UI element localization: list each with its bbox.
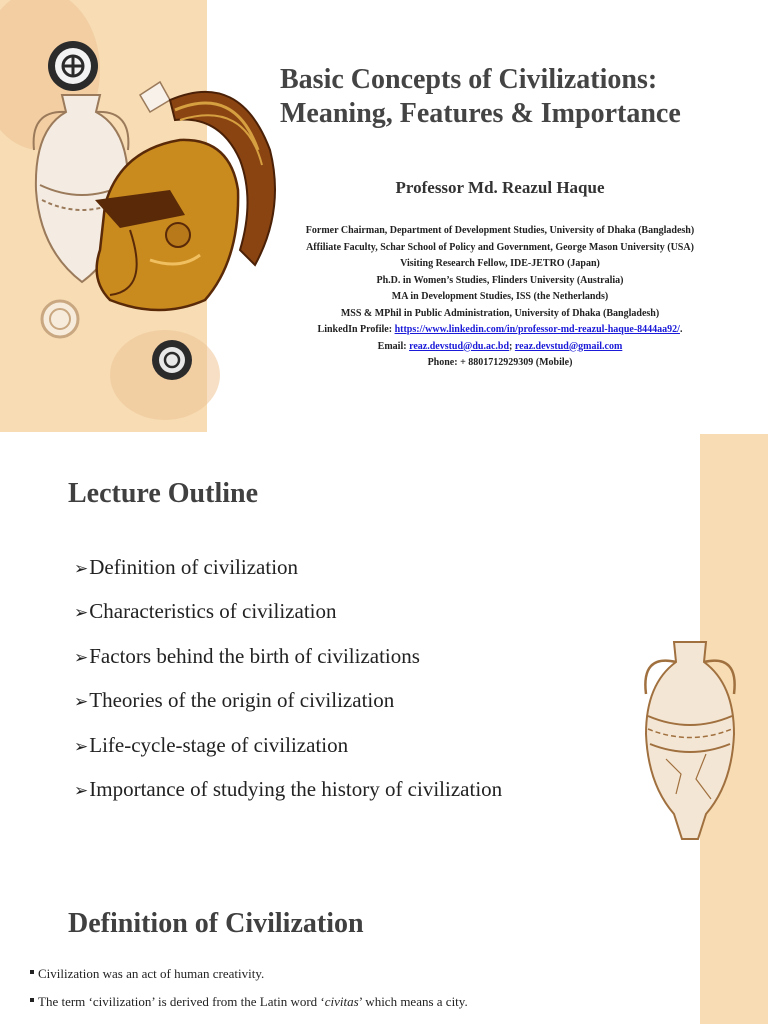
definition-list	[30, 964, 468, 1020]
email-line	[280, 339, 720, 356]
list-item	[74, 730, 502, 774]
arrow-bullet-icon: ➢	[74, 780, 89, 801]
square-bullet-icon	[30, 970, 34, 974]
latin-term: civitas	[324, 994, 359, 1009]
outline-item-text: Importance of studying the history of civilization	[89, 776, 503, 801]
title-slide	[0, 0, 768, 432]
title-line-2: Meaning, Features & Importance	[280, 98, 681, 129]
definition-text: Civilization was an act of human creativity.	[38, 966, 265, 981]
outline-item-text: Characteristics of civilization	[89, 599, 337, 624]
ancient-coin-dark-icon	[152, 340, 192, 380]
linkedin-label: LinkedIn Profile:	[317, 324, 395, 335]
phone-line: Phone: + 8801712929309 (Mobile)	[427, 357, 573, 368]
author-affiliations	[280, 223, 720, 372]
email-link-du[interactable]: reaz.devstud@du.ac.bd	[409, 340, 510, 352]
affiliation-line: Visiting Research Fellow, IDE-JETRO (Japan)	[400, 258, 600, 269]
linkedin-suffix: .	[679, 324, 683, 335]
ancient-artifacts-illustration	[0, 0, 290, 432]
list-item	[74, 685, 502, 729]
outline-heading: Lecture Outline	[68, 478, 259, 509]
outline-item-text: Life-cycle-stage of civilization	[89, 732, 349, 757]
list-item	[30, 992, 468, 1020]
affiliation-line: Ph.D. in Women’s Studies, Flinders University (Australia)	[376, 274, 624, 286]
outline-item-text: Definition of civilization	[89, 555, 299, 579]
affiliation-line: MSS & MPhil in Public Administration, University of Dhaka (Bangladesh)	[340, 307, 660, 319]
list-item	[74, 596, 502, 640]
email-link-gmail[interactable]: reaz.devstud@gmail.com	[514, 340, 623, 352]
list-item	[74, 774, 502, 818]
arrow-bullet-icon: ➢	[74, 647, 89, 668]
outline-item-text: Theories of the origin of civilization	[89, 688, 395, 713]
outline-item-text: Factors behind the birth of civilizations	[89, 643, 420, 668]
corinthian-helmet-icon	[95, 92, 275, 310]
lecture-outline-slide	[0, 434, 768, 1024]
list-item	[74, 552, 502, 596]
linkedin-link[interactable]: https://www.linkedin.com/in/professor-md-reazul-haque-8444aa92/	[394, 324, 680, 335]
arrow-bullet-icon: ➢	[74, 559, 89, 579]
email-label: Email:	[377, 340, 410, 352]
ancient-coin-small-icon	[42, 301, 78, 337]
linkedin-line	[280, 322, 720, 339]
definition-heading: Definition of Civilization	[68, 908, 364, 939]
ancient-coin-icon	[48, 41, 98, 91]
arrow-bullet-icon: ➢	[74, 736, 89, 757]
list-item	[74, 641, 502, 685]
affiliation-line: Former Chairman, Department of Development Studies, University of Dhaka (Bangladesh)	[305, 225, 695, 236]
outline-list	[74, 552, 502, 818]
author-name: Professor Md. Reazul Haque	[395, 178, 605, 197]
title-line-1: Basic Concepts of Civilizations:	[280, 64, 658, 95]
definition-text-pre: The term ‘civilization’ is derived from the Latin word ‘	[38, 994, 325, 1009]
arrow-bullet-icon: ➢	[74, 692, 89, 713]
definition-text-post: ’ which means a city.	[358, 994, 468, 1009]
email-separator: ;	[509, 340, 515, 352]
affiliation-line: MA in Development Studies, ISS (the Netherlands)	[391, 291, 609, 302]
square-bullet-icon	[30, 998, 34, 1002]
arrow-bullet-icon: ➢	[74, 603, 89, 624]
pottery-shard-icon	[140, 82, 170, 112]
amphora-illustration-icon	[636, 634, 746, 854]
list-item	[30, 964, 468, 992]
affiliation-line: Affiliate Faculty, Schar School of Policy and Government, George Mason University (USA)	[306, 241, 694, 253]
presentation-title	[280, 63, 750, 131]
